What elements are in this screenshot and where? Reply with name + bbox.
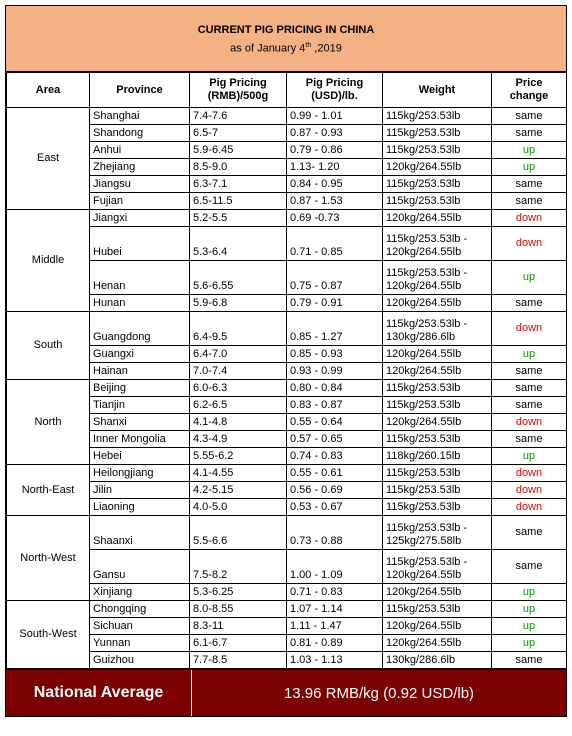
subtitle-prefix: as of January 4 bbox=[230, 42, 306, 55]
weight-line: 115kg/253.53lb bbox=[386, 109, 461, 122]
weight-line: 118kg/260.15lb bbox=[386, 449, 461, 462]
area-cell: North-East bbox=[7, 465, 90, 516]
province-cell: Jiangxi bbox=[90, 210, 190, 227]
weight-cell bbox=[383, 618, 492, 635]
usd-price-cell: 1.00 - 1.09 bbox=[287, 550, 383, 584]
weight-cell bbox=[383, 397, 492, 414]
weight-cell bbox=[383, 414, 492, 431]
usd-price-cell: 0.93 - 0.99 bbox=[287, 363, 383, 380]
weight-cell bbox=[383, 108, 492, 125]
price-change-cell: same bbox=[492, 380, 567, 397]
rmb-price-cell: 8.3-11 bbox=[190, 618, 287, 635]
table-row bbox=[7, 380, 567, 397]
usd-price-cell: 1.11 - 1.47 bbox=[287, 618, 383, 635]
weight-line: 120kg/264.55lb bbox=[386, 246, 462, 258]
area-cell: North bbox=[7, 380, 90, 465]
usd-price-cell: 0.55 - 0.64 bbox=[287, 414, 383, 431]
usd-price-cell: 0.69 -0.73 bbox=[287, 210, 383, 227]
price-change-cell: same bbox=[492, 363, 567, 380]
table-body bbox=[7, 108, 567, 669]
province-cell: Liaoning bbox=[90, 499, 190, 516]
weight-line: 120kg/264.55lb bbox=[386, 211, 462, 224]
province-cell: Hubei bbox=[90, 227, 190, 261]
weight-cell bbox=[383, 431, 492, 448]
weight-line: 120kg/264.55lb bbox=[386, 415, 462, 428]
table-row bbox=[7, 193, 567, 210]
weight-cell bbox=[383, 363, 492, 380]
header-area: Area bbox=[7, 73, 90, 108]
price-change-cell: same bbox=[492, 431, 567, 448]
header-province: Province bbox=[90, 73, 190, 108]
weight-line: 115kg/253.53lb bbox=[386, 143, 461, 156]
header-row bbox=[7, 73, 567, 108]
weight-cell bbox=[383, 516, 492, 550]
table-row bbox=[7, 227, 567, 261]
rmb-price-cell: 6.3-7.1 bbox=[190, 176, 287, 193]
province-cell: Hunan bbox=[90, 295, 190, 312]
price-change-cell: up bbox=[492, 448, 567, 465]
weight-cell bbox=[383, 346, 492, 363]
weight-line: 115kg/253.53lb bbox=[386, 194, 461, 207]
table-row bbox=[7, 499, 567, 516]
table-row bbox=[7, 516, 567, 550]
weight-cell bbox=[383, 550, 492, 584]
weight-line: 125kg/275.58lb bbox=[386, 535, 462, 547]
weight-line: 120kg/264.55lb bbox=[386, 569, 462, 581]
weight-line: 130kg/286.6lb bbox=[386, 331, 456, 343]
table-row bbox=[7, 261, 567, 295]
usd-price-cell: 0.79 - 0.86 bbox=[287, 142, 383, 159]
weight-line: 115kg/253.53lb - bbox=[386, 522, 468, 534]
weight-cell bbox=[383, 261, 492, 295]
table-row bbox=[7, 482, 567, 499]
usd-price-cell: 1.13- 1.20 bbox=[287, 159, 383, 176]
usd-price-cell: 0.74 - 0.83 bbox=[287, 448, 383, 465]
rmb-price-cell: 5.2-5.5 bbox=[190, 210, 287, 227]
province-cell: Gansu bbox=[90, 550, 190, 584]
price-change-cell: down bbox=[492, 312, 567, 346]
price-change-cell: same bbox=[492, 516, 567, 550]
pricing-table bbox=[6, 72, 567, 669]
subtitle-suffix: ,2019 bbox=[311, 42, 342, 55]
province-cell: Hebei bbox=[90, 448, 190, 465]
rmb-price-cell: 8.0-8.55 bbox=[190, 601, 287, 618]
weight-cell bbox=[383, 465, 492, 482]
weight-cell bbox=[383, 227, 492, 261]
weight-line: 120kg/264.55lb bbox=[386, 585, 462, 598]
weight-cell bbox=[383, 295, 492, 312]
rmb-price-cell: 6.0-6.3 bbox=[190, 380, 287, 397]
usd-price-cell: 0.99 - 1.01 bbox=[287, 108, 383, 125]
province-cell: Yunnan bbox=[90, 635, 190, 652]
price-change-cell: down bbox=[492, 227, 567, 261]
weight-line: 115kg/253.53lb - bbox=[386, 556, 468, 568]
price-change-cell: up bbox=[492, 601, 567, 618]
weight-line: 115kg/253.53lb bbox=[386, 398, 461, 411]
weight-line: 115kg/253.53lb bbox=[386, 177, 461, 190]
weight-line: 115kg/253.53lb bbox=[386, 126, 461, 139]
weight-cell bbox=[383, 482, 492, 499]
table-row bbox=[7, 176, 567, 193]
area-cell: Middle bbox=[7, 210, 90, 312]
price-change-cell: down bbox=[492, 414, 567, 431]
province-cell: Beijing bbox=[90, 380, 190, 397]
province-cell: Zhejiang bbox=[90, 159, 190, 176]
rmb-price-cell: 6.4-9.5 bbox=[190, 312, 287, 346]
province-cell: Hainan bbox=[90, 363, 190, 380]
weight-line: 115kg/253.53lb bbox=[386, 466, 461, 479]
table-row bbox=[7, 312, 567, 346]
weight-line: 120kg/264.55lb bbox=[386, 160, 462, 173]
province-cell: Shanxi bbox=[90, 414, 190, 431]
province-cell: Jilin bbox=[90, 482, 190, 499]
table-row bbox=[7, 618, 567, 635]
area-cell: East bbox=[7, 108, 90, 210]
area-cell: South bbox=[7, 312, 90, 380]
rmb-price-cell: 7.5-8.2 bbox=[190, 550, 287, 584]
usd-price-cell: 0.87 - 0.93 bbox=[287, 125, 383, 142]
title-banner bbox=[6, 6, 566, 72]
price-change-cell: up bbox=[492, 261, 567, 295]
table-row bbox=[7, 465, 567, 482]
province-cell: Guizhou bbox=[90, 652, 190, 669]
table-row bbox=[7, 346, 567, 363]
usd-price-cell: 0.57 - 0.65 bbox=[287, 431, 383, 448]
weight-line: 120kg/264.55lb bbox=[386, 347, 462, 360]
usd-price-cell: 0.53 - 0.67 bbox=[287, 499, 383, 516]
province-cell: Anhui bbox=[90, 142, 190, 159]
price-change-cell: up bbox=[492, 618, 567, 635]
header-change: Price change bbox=[492, 73, 567, 108]
price-change-cell: same bbox=[492, 125, 567, 142]
weight-line: 115kg/253.53lb - bbox=[386, 267, 468, 279]
province-cell: Xinjiang bbox=[90, 584, 190, 601]
price-change-cell: same bbox=[492, 550, 567, 584]
weight-line: 120kg/264.55lb bbox=[386, 619, 462, 632]
province-cell: Tianjin bbox=[90, 397, 190, 414]
price-change-cell: down bbox=[492, 465, 567, 482]
price-change-cell: same bbox=[492, 193, 567, 210]
usd-price-cell: 0.84 - 0.95 bbox=[287, 176, 383, 193]
rmb-price-cell: 7.7-8.5 bbox=[190, 652, 287, 669]
province-cell: Heilongjiang bbox=[90, 465, 190, 482]
table-row bbox=[7, 414, 567, 431]
rmb-price-cell: 5.3-6.4 bbox=[190, 227, 287, 261]
price-change-cell: same bbox=[492, 108, 567, 125]
usd-price-cell: 1.03 - 1.13 bbox=[287, 652, 383, 669]
province-cell: Shanghai bbox=[90, 108, 190, 125]
usd-price-cell: 0.83 - 0.87 bbox=[287, 397, 383, 414]
weight-cell bbox=[383, 142, 492, 159]
usd-price-cell: 0.79 - 0.91 bbox=[287, 295, 383, 312]
weight-cell bbox=[383, 210, 492, 227]
price-change-cell: up bbox=[492, 346, 567, 363]
province-cell: Shandong bbox=[90, 125, 190, 142]
price-change-cell: down bbox=[492, 210, 567, 227]
rmb-price-cell: 5.9-6.45 bbox=[190, 142, 287, 159]
rmb-price-cell: 8.5-9.0 bbox=[190, 159, 287, 176]
usd-price-cell: 0.87 - 1.53 bbox=[287, 193, 383, 210]
table-row bbox=[7, 431, 567, 448]
province-cell: Fujian bbox=[90, 193, 190, 210]
national-average-bar bbox=[6, 669, 566, 716]
table-row bbox=[7, 397, 567, 414]
pricing-table-container bbox=[5, 5, 567, 717]
national-average-value: 13.96 RMB/kg (0.92 USD/lb) bbox=[283, 684, 475, 702]
rmb-price-cell: 6.4-7.0 bbox=[190, 346, 287, 363]
table-row bbox=[7, 363, 567, 380]
weight-line: 130kg/286.6lb bbox=[386, 653, 456, 666]
usd-price-cell: 0.55 - 0.61 bbox=[287, 465, 383, 482]
table-row bbox=[7, 635, 567, 652]
usd-price-cell: 0.85 - 1.27 bbox=[287, 312, 383, 346]
weight-line: 120kg/264.55lb bbox=[386, 636, 462, 649]
area-cell: North-West bbox=[7, 516, 90, 601]
page-title: CURRENT PIG PRICING IN CHINA bbox=[197, 24, 375, 36]
weight-cell bbox=[383, 159, 492, 176]
province-cell: Henan bbox=[90, 261, 190, 295]
price-change-cell: up bbox=[492, 159, 567, 176]
table-row bbox=[7, 448, 567, 465]
table-row bbox=[7, 295, 567, 312]
usd-price-cell: 1.07 - 1.14 bbox=[287, 601, 383, 618]
subtitle-superscript: th bbox=[305, 42, 312, 49]
province-cell: Guangdong bbox=[90, 312, 190, 346]
price-change-cell: same bbox=[492, 295, 567, 312]
page-subtitle bbox=[6, 38, 566, 57]
weight-line: 115kg/253.53lb bbox=[386, 432, 461, 445]
rmb-price-cell: 7.0-7.4 bbox=[190, 363, 287, 380]
rmb-price-cell: 4.2-5.15 bbox=[190, 482, 287, 499]
header-usd: Pig Pricing (USD)/lb. bbox=[287, 73, 383, 108]
weight-line: 115kg/253.53lb - bbox=[386, 233, 468, 245]
weight-line: 115kg/253.53lb bbox=[386, 381, 461, 394]
weight-cell bbox=[383, 448, 492, 465]
province-cell: Jiangsu bbox=[90, 176, 190, 193]
province-cell: Inner Mongolia bbox=[90, 431, 190, 448]
table-row bbox=[7, 550, 567, 584]
usd-price-cell: 0.71 - 0.83 bbox=[287, 584, 383, 601]
province-cell: Shaanxi bbox=[90, 516, 190, 550]
weight-line: 115kg/253.53lb - bbox=[386, 318, 468, 330]
weight-cell bbox=[383, 125, 492, 142]
header-weight: Weight bbox=[383, 73, 492, 108]
rmb-price-cell: 5.3-6.25 bbox=[190, 584, 287, 601]
usd-price-cell: 0.81 - 0.89 bbox=[287, 635, 383, 652]
usd-price-cell: 0.56 - 0.69 bbox=[287, 482, 383, 499]
price-change-cell: down bbox=[492, 499, 567, 516]
rmb-price-cell: 4.0-5.0 bbox=[190, 499, 287, 516]
rmb-price-cell: 5.55-6.2 bbox=[190, 448, 287, 465]
table-row bbox=[7, 142, 567, 159]
province-cell: Chongqing bbox=[90, 601, 190, 618]
table-row bbox=[7, 210, 567, 227]
weight-cell bbox=[383, 176, 492, 193]
province-cell: Sichuan bbox=[90, 618, 190, 635]
usd-price-cell: 0.71 - 0.85 bbox=[287, 227, 383, 261]
rmb-price-cell: 6.2-6.5 bbox=[190, 397, 287, 414]
rmb-price-cell: 6.5-7 bbox=[190, 125, 287, 142]
usd-price-cell: 0.80 - 0.84 bbox=[287, 380, 383, 397]
weight-cell bbox=[383, 601, 492, 618]
weight-line: 120kg/264.55lb bbox=[386, 296, 462, 309]
rmb-price-cell: 7.4-7.6 bbox=[190, 108, 287, 125]
table-row bbox=[7, 108, 567, 125]
weight-line: 115kg/253.53lb bbox=[386, 602, 461, 615]
rmb-price-cell: 6.5-11.5 bbox=[190, 193, 287, 210]
weight-cell bbox=[383, 312, 492, 346]
weight-cell bbox=[383, 193, 492, 210]
rmb-price-cell: 5.6-6.55 bbox=[190, 261, 287, 295]
weight-line: 115kg/253.53lb bbox=[386, 483, 461, 496]
table-row bbox=[7, 584, 567, 601]
price-change-cell: up bbox=[492, 142, 567, 159]
usd-price-cell: 0.75 - 0.87 bbox=[287, 261, 383, 295]
weight-line: 115kg/253.53lb bbox=[386, 500, 461, 513]
price-change-cell: same bbox=[492, 397, 567, 414]
weight-cell bbox=[383, 499, 492, 516]
province-cell: Guangxi bbox=[90, 346, 190, 363]
rmb-price-cell: 4.1-4.8 bbox=[190, 414, 287, 431]
header-rmb: Pig Pricing (RMB)/500g bbox=[190, 73, 287, 108]
rmb-price-cell: 5.9-6.8 bbox=[190, 295, 287, 312]
weight-cell bbox=[383, 584, 492, 601]
weight-line: 120kg/264.55lb bbox=[386, 280, 462, 292]
price-change-cell: same bbox=[492, 652, 567, 669]
weight-cell bbox=[383, 652, 492, 669]
rmb-price-cell: 4.1-4.55 bbox=[190, 465, 287, 482]
table-row bbox=[7, 159, 567, 176]
price-change-cell: up bbox=[492, 635, 567, 652]
usd-price-cell: 0.73 - 0.88 bbox=[287, 516, 383, 550]
usd-price-cell: 0.85 - 0.93 bbox=[287, 346, 383, 363]
weight-line: 120kg/264.55lb bbox=[386, 364, 462, 377]
area-cell: South-West bbox=[7, 601, 90, 669]
table-row bbox=[7, 601, 567, 618]
national-average-label: National Average bbox=[6, 670, 192, 716]
rmb-price-cell: 4.3-4.9 bbox=[190, 431, 287, 448]
rmb-price-cell: 5.5-6.6 bbox=[190, 516, 287, 550]
price-change-cell: up bbox=[492, 584, 567, 601]
table-row bbox=[7, 652, 567, 669]
table-row bbox=[7, 125, 567, 142]
weight-cell bbox=[383, 635, 492, 652]
weight-cell bbox=[383, 380, 492, 397]
price-change-cell: same bbox=[492, 176, 567, 193]
price-change-cell: down bbox=[492, 482, 567, 499]
rmb-price-cell: 6.1-6.7 bbox=[190, 635, 287, 652]
